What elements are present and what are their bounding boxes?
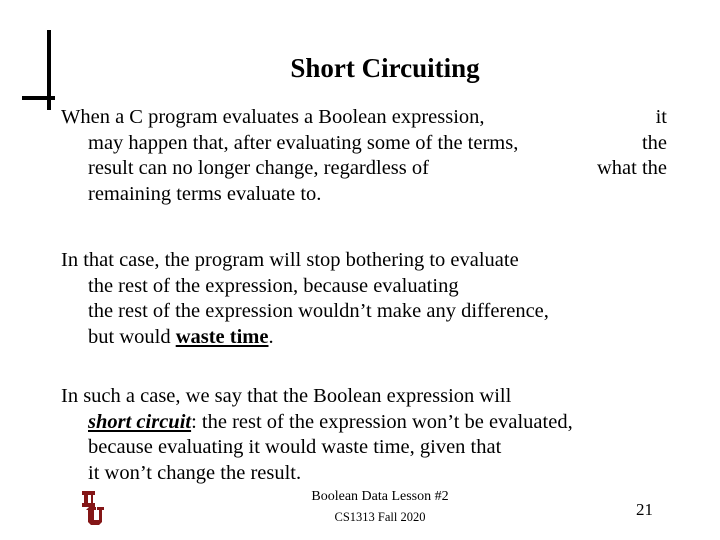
paragraph-1-line-4: remaining terms evaluate to. [88, 182, 322, 205]
paragraph-1-line-2 [61, 131, 667, 157]
paragraph-1-line-3 [61, 156, 667, 182]
footer-course: CS1313 Fall 2020 [334, 510, 426, 524]
short-circuit-emphasis: short circuit [88, 410, 192, 433]
paragraph-2-line-4-after: . [268, 325, 274, 348]
paragraph-2-line-1: In that case, the program will stop bothering to evaluate [61, 249, 519, 271]
paragraph-2-line-4-before: but would [88, 325, 176, 348]
paragraph-1-line-3-left: result can no longer change, regardless of [88, 157, 429, 179]
paragraph-2-line-2: the rest of the expression, because evaluating [88, 274, 459, 297]
paragraph-3-line-4: it won’t change the result. [88, 461, 302, 484]
paragraph-3-line-2-after: : the rest of the expression won’t be evaluated, [191, 410, 573, 433]
paragraph-3-line-1: In such a case, we say that the Boolean expression will [61, 385, 512, 407]
waste-time-emphasis: waste time [175, 325, 269, 348]
paragraph-2-line-4 [61, 325, 549, 351]
paragraph-2 [61, 248, 549, 350]
paragraph-3 [61, 384, 573, 486]
paragraph-1-line-1 [61, 105, 667, 131]
paragraph-2-line-3: the rest of the expression wouldn’t make any difference, [88, 300, 549, 322]
decorative-horizontal-line [22, 96, 55, 100]
paragraph-1-line-3-right: what the [596, 157, 667, 179]
footer-lesson: Boolean Data Lesson #2 [311, 489, 449, 504]
paragraph-1 [61, 105, 667, 207]
paragraph-1-line-2-right: the [641, 131, 667, 154]
slide-title: Short Circuiting [290, 53, 480, 83]
paragraph-3-line-2 [61, 410, 573, 436]
ou-logo-icon [78, 487, 111, 529]
paragraph-1-line-1-left: When a C program evaluates a Boolean expression, [61, 106, 485, 128]
page-number: 21 [636, 500, 653, 519]
paragraph-3-line-3: because evaluating it would waste time, given that [88, 436, 502, 458]
paragraph-1-line-1-right: it [655, 106, 667, 128]
paragraph-1-line-2-left: may happen that, after evaluating some of the terms, [88, 131, 519, 154]
